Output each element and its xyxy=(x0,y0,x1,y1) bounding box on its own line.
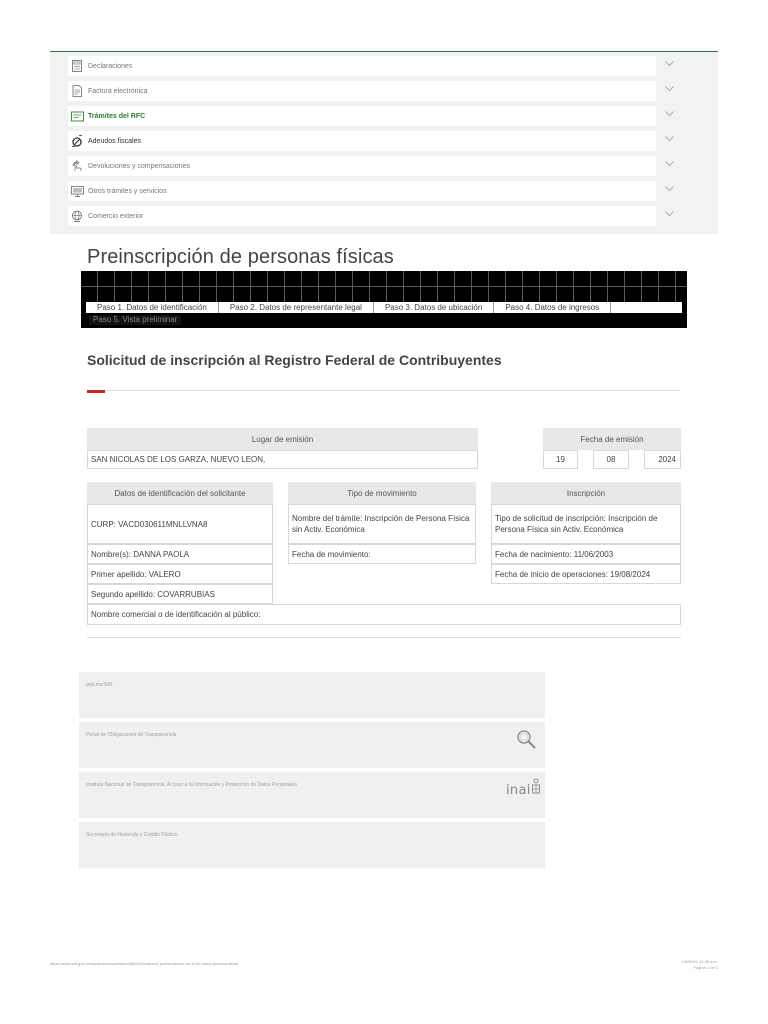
print-page-number: Página 1 de 1 xyxy=(693,965,718,970)
menu-item-label: Declaraciones xyxy=(88,62,133,70)
fecha-nacimiento-field: Fecha de nacimiento: 11/06/2003 xyxy=(491,544,681,564)
refund-hand-icon xyxy=(70,159,84,173)
chevron-down-icon[interactable] xyxy=(664,209,674,219)
menu-item-devoluciones[interactable] xyxy=(68,156,656,176)
nombre-comercial-field: Nombre comercial o de identificación al público: xyxy=(87,604,681,625)
tab-step-1[interactable]: Paso 1. Datos de identificación xyxy=(86,302,219,313)
tab-step-5[interactable]: Paso 5. Vista preliminar xyxy=(89,315,181,325)
menu-item-label: Adeudos fiscales xyxy=(88,137,141,145)
fecha-month: 08 xyxy=(593,450,629,469)
document-calc-icon xyxy=(70,59,84,73)
form-bottom-divider xyxy=(87,637,681,638)
menu-item-label: Devoluciones y compensaciones xyxy=(88,162,190,170)
footer-link-label: Portal de Obligaciones de Transparencia xyxy=(86,732,177,738)
footer-link-label: gob.mx/SAT xyxy=(86,682,114,688)
chevron-down-icon[interactable] xyxy=(664,109,674,119)
menu-item-label: Factura electrónica xyxy=(88,87,148,95)
lugar-value: SAN NICOLAS DE LOS GARZA, NUEVO LEON, xyxy=(87,450,478,469)
chevron-down-icon[interactable] xyxy=(664,184,674,194)
menu-item-declaraciones[interactable] xyxy=(68,56,656,76)
globe-icon xyxy=(70,209,84,223)
tipo-solicitud-field: Tipo de solicitud de inscripción: Inscripción de Persona Física sin Activ. Económica xyxy=(491,504,681,544)
menu-item-tramites-rfc[interactable] xyxy=(68,106,656,126)
footer-link-transparencia[interactable] xyxy=(79,722,545,768)
page-title: Preinscripción de personas físicas xyxy=(87,246,394,268)
services-accordion xyxy=(50,52,718,234)
section-title: Solicitud de inscripción al Registro Federal de Contribuyentes xyxy=(87,352,502,368)
print-meta xyxy=(682,959,718,971)
fecha-movimiento-field: Fecha de movimiento: xyxy=(288,544,476,564)
tab-step-4[interactable]: Paso 4. Datos de ingresos xyxy=(494,302,611,313)
menu-item-adeudos[interactable] xyxy=(68,131,656,151)
rfc-card-icon xyxy=(70,109,84,123)
section-accent-bar xyxy=(87,390,105,393)
menu-item-comercio-exterior[interactable] xyxy=(68,206,656,226)
fecha-year: 2024 xyxy=(644,450,681,469)
inai-figure-icon xyxy=(531,778,541,798)
footer-link-inai[interactable] xyxy=(79,772,545,818)
curp-field: CURP: VACD030611MNLLVNA8 xyxy=(87,504,273,544)
menu-item-label: Otros trámites y servicios xyxy=(88,187,167,195)
fecha-header: Fecha de emisión xyxy=(543,428,681,450)
tab-step-2[interactable]: Paso 2. Datos de representante legal xyxy=(219,302,374,313)
chevron-down-icon[interactable] xyxy=(664,134,674,144)
nombres-field: Nombre(s): DANNA PAOLA xyxy=(87,544,273,564)
menu-item-otros-tramites[interactable] xyxy=(68,181,656,201)
stepper-tabs xyxy=(86,302,682,313)
footer-link-label: Secretaría de Hacienda y Crédito Público xyxy=(86,832,178,838)
inai-logo-text: inai xyxy=(506,783,531,798)
tramite-field: Nombre del trámite: Inscripción de Persona Física sin Activ. Económica xyxy=(288,504,476,544)
primer-apellido-field: Primer apellido: VALERO xyxy=(87,564,273,584)
print-url: https://www.sat.gob.mx/aplicacion/operacion/66602/realiza-tu-preinscripcion-en-el-rfc-como-persona-fisica xyxy=(50,961,238,966)
chevron-down-icon[interactable] xyxy=(664,159,674,169)
tab-step-3[interactable]: Paso 3. Datos de ubicación xyxy=(374,302,494,313)
lugar-header: Lugar de emisión xyxy=(87,428,478,450)
magnifier-icon xyxy=(515,728,537,755)
fecha-day: 19 xyxy=(543,450,578,469)
menu-item-label: Comercio exterior xyxy=(88,212,144,220)
stepper-grid-background xyxy=(81,271,687,302)
menu-item-label: Trámites del RFC xyxy=(88,112,146,120)
computer-icon xyxy=(70,184,84,198)
footer-link-gobmx-sat[interactable] xyxy=(79,672,545,718)
fecha-inicio-operaciones-field: Fecha de inicio de operaciones: 19/08/2024 xyxy=(491,564,681,584)
debt-icon xyxy=(70,134,84,148)
footer-link-label: Instituto Nacional de Transparencia, Acceso a la Información y Protección de Datos Personales xyxy=(86,782,297,788)
invoice-icon xyxy=(70,84,84,98)
inai-logo xyxy=(506,778,541,798)
movimiento-header: Tipo de movimiento xyxy=(288,482,476,504)
solicitante-header: Datos de identificación del solicitante xyxy=(87,482,273,504)
chevron-down-icon[interactable] xyxy=(664,59,674,69)
segundo-apellido-field: Segundo apellido: COVARRUBIAS xyxy=(87,584,273,604)
print-datetime: 19/08/24, 11:36 a.m. xyxy=(681,959,718,964)
footer-link-shcp[interactable] xyxy=(79,822,545,868)
menu-item-factura[interactable] xyxy=(68,81,656,101)
wizard-stepper xyxy=(81,271,687,328)
chevron-down-icon[interactable] xyxy=(664,84,674,94)
section-divider xyxy=(87,390,681,391)
inscripcion-header: Inscripción xyxy=(491,482,681,504)
